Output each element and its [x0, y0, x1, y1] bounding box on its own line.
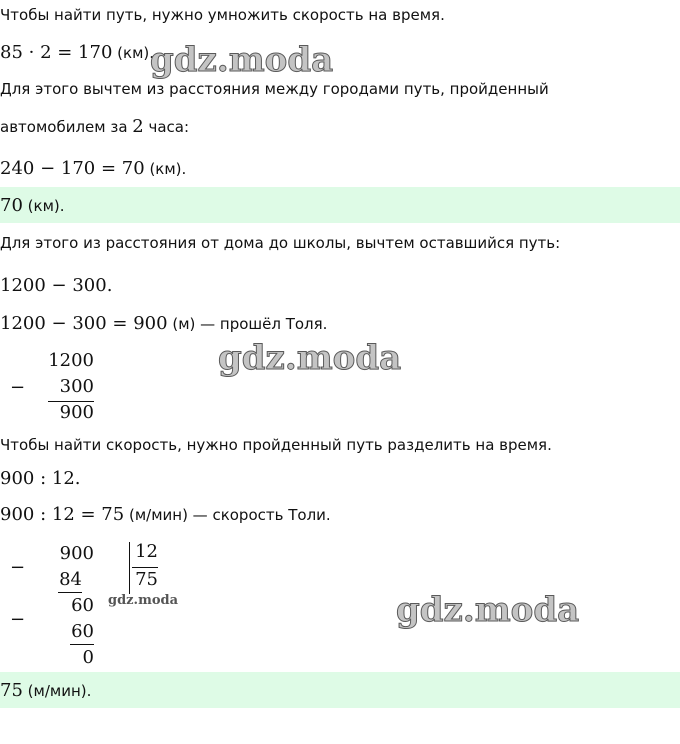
- math: 240 − 170 = 70: [0, 158, 145, 179]
- equation-line: [0, 42, 154, 63]
- text-part: автомобилем за: [0, 118, 133, 136]
- math: 85 · 2 = 170: [0, 42, 113, 63]
- equation-line: [0, 313, 327, 334]
- answer-unit: (км).: [22, 197, 65, 215]
- instruction-text: Для этого из расстояния от дома до школы, вычтем оставшийся путь:: [0, 234, 561, 252]
- unit: (м/мин) — скорость Толи.: [124, 506, 331, 524]
- instruction-text: Чтобы найти путь, нужно умножить скорость на время.: [0, 6, 445, 24]
- quotient: 75: [135, 569, 158, 590]
- division-rule: [58, 592, 82, 593]
- instruction-text: [0, 116, 189, 137]
- answer-line: [0, 195, 65, 216]
- answer-number: 75: [0, 680, 23, 701]
- division-bar: [129, 542, 130, 594]
- unit: (км).: [144, 160, 187, 178]
- answer-highlight: [0, 187, 680, 223]
- unit: (км).: [112, 44, 155, 62]
- subtrahend: 300: [59, 376, 94, 397]
- answer-line: [0, 680, 91, 701]
- difference: 900: [59, 402, 94, 423]
- remainder-1: 60: [71, 595, 94, 616]
- subtract-1: 84: [59, 569, 82, 590]
- watermark: gdz.moda: [108, 593, 179, 608]
- answer-unit: (м/мин).: [22, 682, 92, 700]
- text-part: часа:: [143, 118, 190, 136]
- minus-sign: −: [10, 609, 26, 630]
- answer-number: 70: [0, 195, 23, 216]
- dividend: 900: [59, 543, 94, 564]
- subtract-2: 60: [71, 621, 94, 642]
- remainder-2: 0: [82, 647, 94, 668]
- equation-line: 1200 − 300.: [0, 275, 113, 296]
- math: 2: [132, 116, 144, 137]
- equation-line: [0, 504, 331, 525]
- watermark: gdz.moda: [396, 590, 580, 630]
- unit: (м) — прошёл Толя.: [167, 315, 328, 333]
- math: 1200 − 300 = 900: [0, 313, 168, 334]
- division-rule: [70, 644, 94, 645]
- instruction-text: Чтобы найти скорость, нужно пройденный путь разделить на время.: [0, 436, 552, 454]
- instruction-text: Для этого вычтем из расстояния между городами путь, пройденный: [0, 80, 549, 98]
- equation-line: [0, 158, 186, 179]
- minus-sign: −: [10, 557, 26, 578]
- math: 900 : 12 = 75: [0, 504, 125, 525]
- minus-sign: −: [10, 377, 26, 398]
- watermark: gdz.moda: [218, 338, 402, 378]
- equation-line: 900 : 12.: [0, 468, 81, 489]
- watermark: gdz.moda: [150, 40, 334, 80]
- divisor: 12: [135, 541, 158, 562]
- answer-highlight: [0, 672, 680, 708]
- divisor-rule: [132, 567, 158, 568]
- minuend: 1200: [48, 350, 94, 371]
